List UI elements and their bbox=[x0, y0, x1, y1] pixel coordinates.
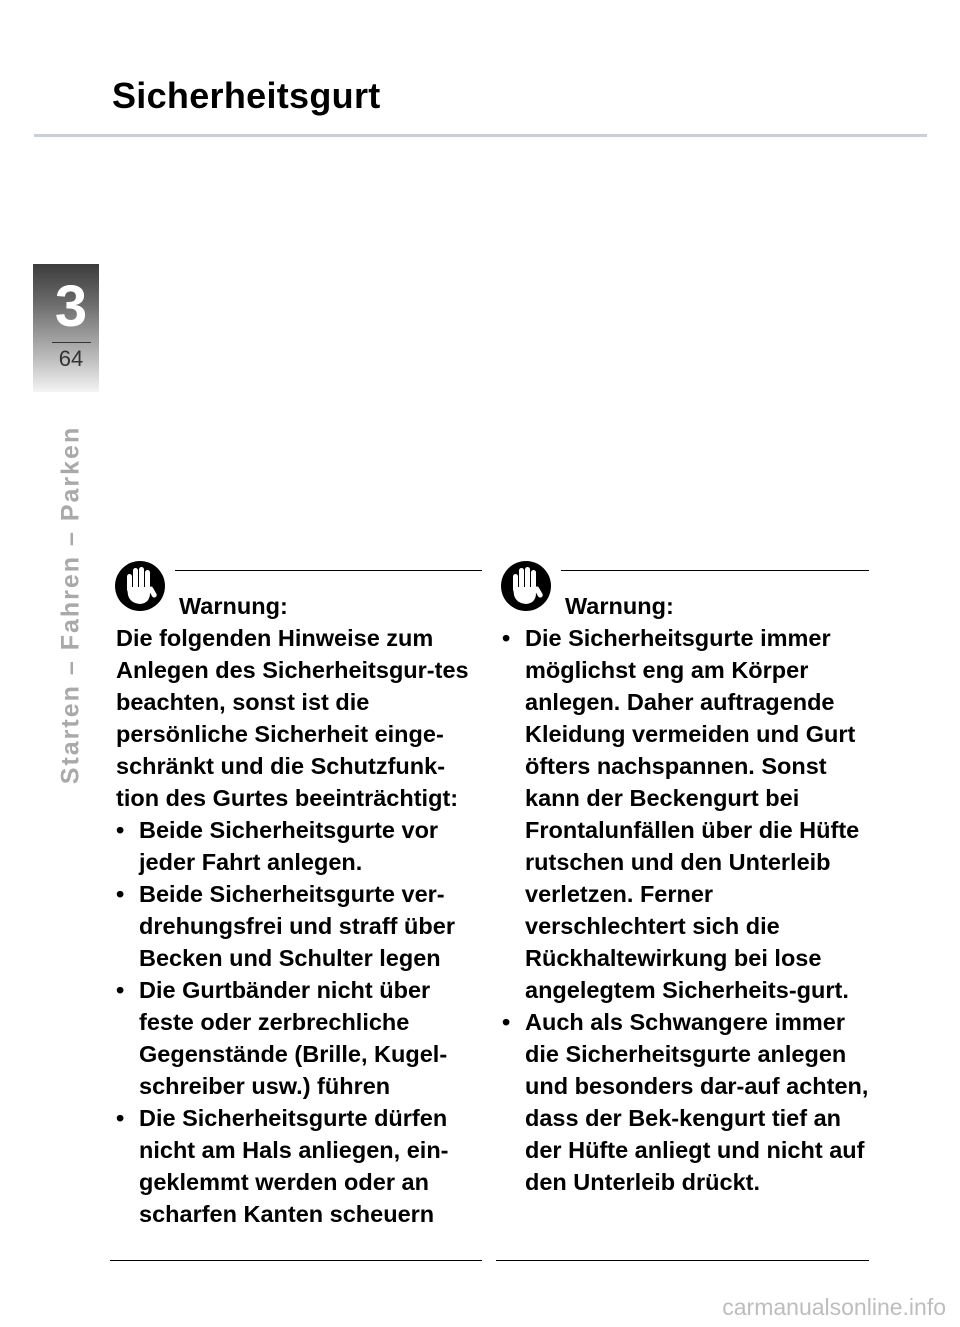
list-item: • Beide Sicherheitsgurte ver-drehungsfrei und straff über Becken und Schulter legen bbox=[116, 878, 482, 974]
warning-body bbox=[502, 622, 869, 1198]
stop-hand-icon bbox=[114, 560, 166, 612]
warning-top-rule bbox=[561, 570, 869, 571]
title-divider bbox=[34, 134, 927, 137]
warning-body bbox=[116, 622, 482, 1230]
warning-list bbox=[116, 814, 482, 1230]
list-item: • Die Sicherheitsgurte immer möglichst eng am Körper anlegen. Daher auftragende Kleidung vermeiden und Gurt öfters nachspannen. Sonst kann der Beckengurt bei Frontalunfällen über die Hüfte rutschen und den Unterleib verletzen. Ferner verschlechtert sich die Rückhaltewirkung bei lose angelegtem Sicherheits-gurt. bbox=[502, 622, 869, 1006]
list-item: • Beide Sicherheitsgurte vor jeder Fahrt anlegen. bbox=[116, 814, 482, 878]
warning-bottom-rule bbox=[110, 1260, 482, 1261]
chapter-side-label: Starten – Fahren – Parken bbox=[56, 425, 85, 785]
watermark: carmanualsonline.info bbox=[722, 1294, 946, 1320]
stop-hand-icon bbox=[500, 560, 552, 612]
warning-top-rule bbox=[175, 570, 482, 571]
list-item: • Die Sicherheitsgurte dürfen nicht am Hals anliegen, ein-geklemmt werden oder an scharfen Kanten scheuern bbox=[116, 1102, 482, 1230]
warning-bottom-rule bbox=[496, 1260, 869, 1261]
warning-heading: Warnung: bbox=[179, 593, 288, 619]
warning-heading: Warnung: bbox=[565, 593, 674, 619]
page-number: 64 bbox=[58, 346, 84, 371]
page-title: Sicherheitsgurt bbox=[112, 75, 381, 116]
warning-list bbox=[502, 622, 869, 1198]
chapter-number: 3 bbox=[54, 274, 88, 339]
warning-intro: Die folgenden Hinweise zum Anlegen des Sicherheitsgur-tes beachten, sonst ist die persönliche Sicherheit einge-schränkt und die Schutzfunk-tion des Gurtes beeinträchtigt: bbox=[116, 625, 469, 811]
list-item: • Auch als Schwangere immer die Sicherheitsgurte anlegen und besonders dar-auf achten, dass der Bek-kengurt tief an der Hüfte anliegt und nicht auf den Unterleib drückt. bbox=[502, 1006, 869, 1198]
chapter-divider bbox=[52, 342, 91, 343]
list-item: • Die Gurtbänder nicht über feste oder zerbrechliche Gegenstände (Brille, Kugel-schreiber usw.) führen bbox=[116, 974, 482, 1102]
